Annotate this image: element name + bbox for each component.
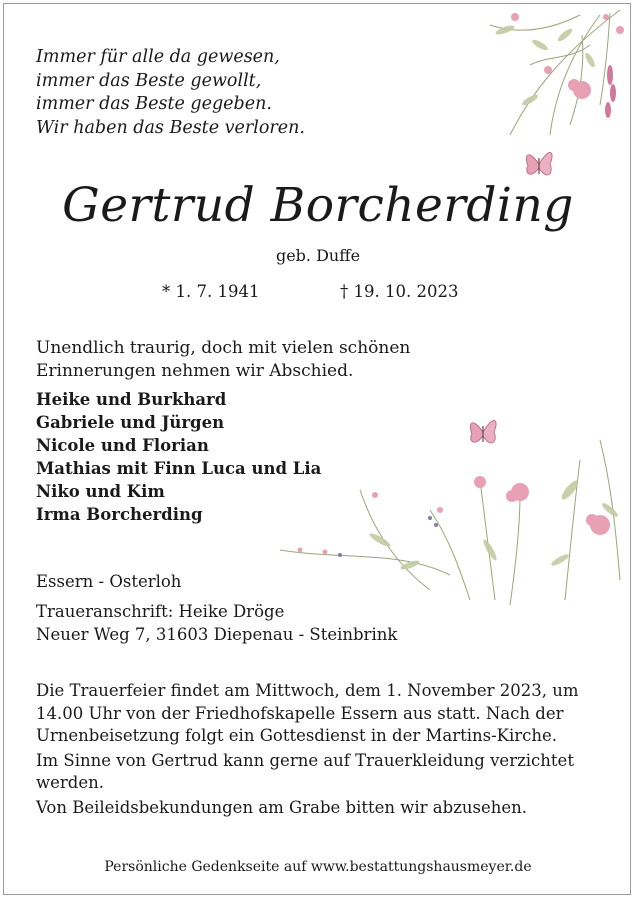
mourning-address (36, 600, 397, 646)
family-member: Heike und Burkhard (36, 390, 227, 409)
death-date: † 19. 10. 2023 (340, 282, 459, 301)
birth-date: * 1. 7. 1941 (162, 282, 260, 301)
poem-line: immer das Beste gewollt, (36, 70, 262, 91)
address-line: Neuer Weg 7, 31603 Diepenau - Steinbrink (36, 625, 398, 644)
poem-line: Wir haben das Beste verloren. (36, 117, 305, 138)
place: Essern - Osterloh (36, 572, 182, 591)
ceremony-paragraph: Die Trauerfeier findet am Mittwoch, dem 1. November 2023, um 14.00 Uhr von der Friedhofskapelle Essern aus statt. Nach der Urnenbeisetzung folgt ein Gottesdienst in der Martins-Kirche. (36, 681, 579, 745)
ceremony-info (36, 680, 616, 821)
farewell-line: Erinnerungen nehmen wir Abschied. (36, 361, 354, 381)
memorial-poem (36, 46, 305, 140)
butterfly-icon (466, 410, 500, 452)
family-member: Gabriele und Jürgen (36, 413, 225, 432)
family-member: Niko und Kim (36, 482, 165, 501)
floral-decoration-top (470, 5, 630, 135)
address-line: Traueranschrift: Heike Dröge (36, 602, 285, 621)
ceremony-paragraph: Im Sinne von Gertrud kann gerne auf Trauerkleidung verzichtet werden. (36, 750, 574, 792)
poem-line: Immer für alle da gewesen, (36, 47, 280, 67)
birth-name: geb. Duffe (275, 246, 361, 265)
ceremony-paragraph: Von Beileidsbekundungen am Grabe bitten wir abzusehen. (36, 797, 528, 817)
floral-decoration-middle (280, 400, 630, 610)
deceased-name: Gertrud Borcherding (62, 178, 574, 233)
poem-line: immer das Beste gegeben. (36, 94, 272, 114)
farewell-line: Unendlich traurig, doch mit vielen schönen (36, 338, 411, 358)
family-member: Mathias mit Finn Luca und Lia (36, 459, 322, 478)
farewell-text (36, 337, 410, 383)
memorial-page-link[interactable]: Persönliche Gedenkseite auf www.bestattungshausmeyer.de (104, 859, 532, 875)
family-list (36, 388, 321, 526)
family-member: Nicole und Florian (36, 436, 209, 455)
family-member: Irma Borcherding (36, 505, 203, 524)
